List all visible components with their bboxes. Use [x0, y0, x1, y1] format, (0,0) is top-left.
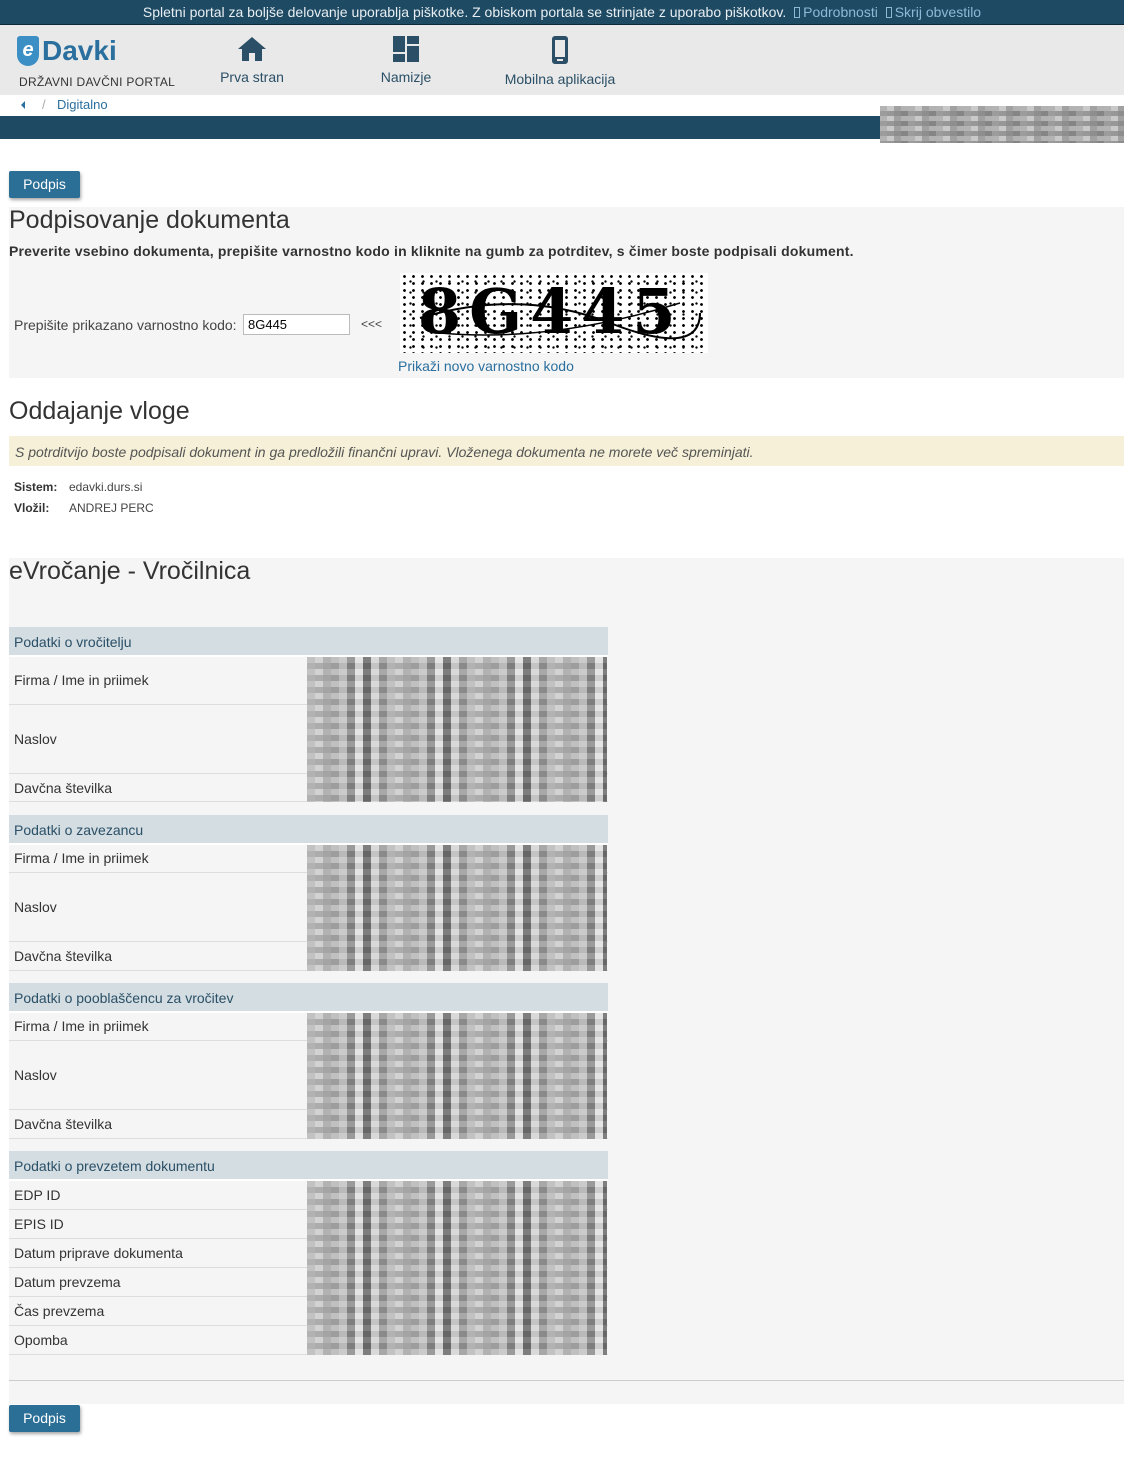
logo-text: Davki	[42, 35, 117, 66]
group-rows	[9, 1013, 608, 1139]
new-captcha-link[interactable]: Prikaži novo varnostno kodo	[398, 358, 574, 374]
group-header: Podatki o prevzetem dokumentu	[9, 1151, 608, 1181]
nav-item-dashboard[interactable]	[378, 35, 434, 85]
back-arrow-icon[interactable]	[21, 101, 25, 109]
delivery-group-sender	[9, 627, 608, 802]
row-label: Čas prevzema	[14, 1303, 105, 1319]
logo-shield-icon: e	[17, 36, 39, 66]
group-rows	[9, 657, 608, 802]
cookie-details-link[interactable]: Podrobnosti	[803, 4, 878, 20]
portal-label: DRŽAVNI DAVČNI PORTAL	[19, 75, 176, 89]
redacted-values	[307, 1013, 607, 1139]
captcha-noise-lines	[400, 273, 708, 353]
redacted-values	[307, 1181, 607, 1355]
nav-label-mobile-app: Mobilna aplikacija	[504, 71, 616, 87]
group-header: Podatki o vročitelju	[9, 627, 608, 657]
delivery-group-document	[9, 1151, 608, 1355]
cookie-bar	[0, 0, 1124, 25]
meta-filed-by-value: ANDREJ PERC	[69, 501, 154, 515]
row-label: Davčna številka	[14, 948, 113, 964]
group-rows	[9, 845, 608, 971]
row-label: Firma / Ime in priimek	[14, 672, 149, 688]
meta-system-label: Sistem:	[14, 480, 58, 494]
row-label: Naslov	[14, 899, 57, 915]
sign-button-bottom[interactable]: Podpis	[9, 1405, 80, 1432]
captcha-image	[400, 273, 708, 353]
nav-label-dashboard: Namizje	[380, 69, 432, 85]
captcha-label: Prepišite prikazano varnostno kodo:	[14, 317, 237, 333]
divider	[9, 1380, 1124, 1381]
row-label: EPIS ID	[14, 1216, 64, 1232]
signing-instruction: Preverite vsebino dokumenta, prepišite varnostno kodo in kliknite na gumb za potrditev, s čimer boste podpisali dokument.	[9, 243, 854, 259]
nav-item-mobile-app[interactable]	[503, 35, 617, 87]
group-rows	[9, 1181, 608, 1355]
mobile-phone-icon	[550, 35, 570, 65]
meta-system	[14, 480, 142, 494]
external-link-icon	[794, 7, 800, 18]
group-header: Podatki o zavezancu	[9, 815, 608, 845]
site-header	[0, 25, 1124, 95]
cookie-message: Spletni portal za boljše delovanje uporablja piškotke. Z obiskom portala se strinjate z uporabo piškotkov.	[142, 4, 787, 20]
captcha-input[interactable]	[243, 314, 350, 335]
nav-label-home: Prva stran	[220, 69, 284, 85]
submission-title: Oddajanje vloge	[9, 397, 190, 425]
close-icon	[886, 7, 892, 18]
sign-button-top[interactable]: Podpis	[9, 171, 80, 198]
signing-title: Podpisovanje dokumenta	[9, 206, 290, 234]
breadcrumb-current[interactable]: Digitalno	[57, 97, 108, 112]
row-label: Naslov	[14, 731, 57, 747]
logo[interactable]	[17, 34, 117, 68]
cookie-hide-link[interactable]: Skrij obvestilo	[894, 4, 982, 20]
captcha-image-text: 8G445	[418, 275, 684, 348]
group-header: Podatki o pooblaščencu za vročitev	[9, 983, 608, 1013]
breadcrumb-separator: /	[42, 97, 46, 112]
row-label: EDP ID	[14, 1187, 61, 1203]
row-label: Opomba	[14, 1332, 68, 1348]
row-label: Davčna številka	[14, 1116, 113, 1132]
delivery-group-representative	[9, 983, 608, 1139]
meta-filed-by-label: Vložil:	[14, 501, 50, 515]
dashboard-icon	[392, 35, 420, 63]
delivery-group-taxpayer	[9, 815, 608, 971]
nav-item-home[interactable]	[218, 35, 286, 85]
meta-system-value: edavki.durs.si	[69, 480, 143, 494]
row-label: Datum prevzema	[14, 1274, 121, 1290]
row-label: Firma / Ime in priimek	[14, 850, 149, 866]
row-label: Naslov	[14, 1067, 57, 1083]
submission-notice: S potrditvijo boste podpisali dokument in ga predložili finančni upravi. Vloženega dokumenta ne morete več spreminjati.	[9, 436, 1124, 466]
captcha-arrows: <<<	[361, 317, 383, 331]
redacted-user-info	[880, 106, 1124, 143]
meta-filed-by	[14, 501, 154, 515]
redacted-values	[307, 657, 607, 802]
delivery-title: eVročanje - Vročilnica	[9, 557, 251, 585]
row-label: Davčna številka	[14, 780, 113, 796]
row-label: Datum priprave dokumenta	[14, 1245, 183, 1261]
row-label: Firma / Ime in priimek	[14, 1018, 149, 1034]
home-icon	[237, 35, 267, 63]
redacted-values	[307, 845, 607, 971]
